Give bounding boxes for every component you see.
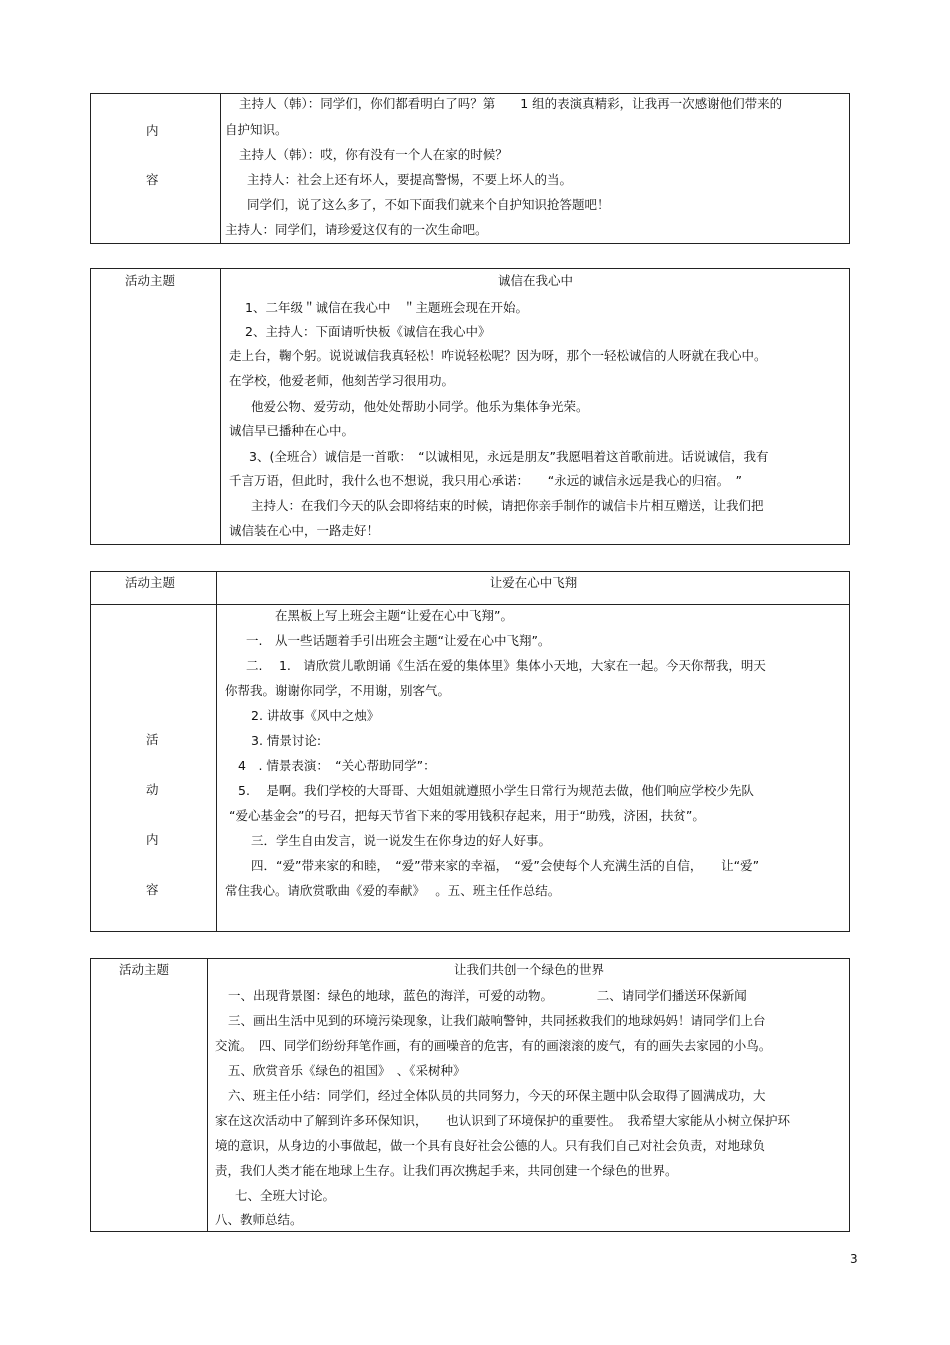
theme-title: 诚信在我心中 [497,273,573,288]
theme-label: 活动主题 [125,273,176,288]
section-4-table [90,958,850,1232]
content-line: 你帮我。谢谢你同学，不用谢，别客气。 [225,683,451,698]
content-line: 诚信早已播种在心中。 [229,423,355,438]
theme-title: 让爱在心中飞翔 [489,575,578,590]
content-line: 主持人：在我们今天的队会即将结束的时候，请把你亲手制作的诚信卡片相互赠送，让我们把 [251,498,764,513]
content-line: 三．学生自由发言，说一说发生在你身边的好人好事。 [251,833,552,848]
content-line: “爱心基金会”的号召，把每天节省下来的零用钱积存起来，用于“助残，济困，扶贫”。 [229,808,705,823]
content-line: 五、欣赏音乐《绿色的祖国》 、《采树种》 [228,1063,466,1078]
content-line: 2、主持人：下面请听快板《诚信在我心中》 [245,324,491,339]
content-line: 二. 1. 请欣赏儿歌朗诵《生活在爱的集体里》集体小天地，大家在一起。今天你帮我，明天 [246,658,766,673]
label-char: 容 [146,172,159,187]
theme-label: 活动主题 [119,962,170,977]
column-divider [207,959,208,1231]
column-divider [220,269,221,544]
content-line: 四．“爱”带来家的和睦， “爱”带来家的幸福， “爱”会使每个人充满生活的自信， 让“爱” [251,858,760,873]
column-divider [220,94,221,243]
content-line: 4 . 情景表演： “关心帮助同学”： [238,758,436,773]
content-line: 责，我们人类才能在地球上生存。让我们再次携起手来，共同创建一个绿色的世界。 [215,1163,678,1178]
section-1-table [90,93,850,244]
content-line: 主持人：同学们，请珍爱这仅有的一次生命吧。 [225,222,488,237]
row-divider [91,604,849,605]
label-char: 动 [146,782,159,797]
content-line: 3、(全班合）诚信是一首歌： “以诚相见，永远是朋友”我愿唱着这首歌前进。话说诚信，我有 [249,449,769,464]
content-line: 在学校，他爱老师，他刻苦学习很用功。 [229,373,455,388]
column-divider [216,572,217,931]
content-line: 主持人：社会上还有坏人，要提高警惕，不要上坏人的当。 [247,172,573,187]
content-line: 家在这次活动中了解到许多环保知识， 也认识到了环境保护的重要性。 我希望大家能从小树立保护环 [215,1113,791,1128]
theme-label: 活动主题 [125,575,176,590]
content-line: 走上台，鞠个躬。说说诚信我真轻松！咋说轻松呢？因为呀，那个一轻松诚信的人呀就在我心中。 [229,348,767,363]
content-line: 1、二年级＂诚信在我心中 ＂主题班会现在开始。 [245,300,528,315]
content-line: 主持人（韩）：同学们，你们都看明白了吗？第 1 组的表演真精彩，让我再一次感谢他们带来的 [239,96,783,111]
content-line: 5. 是啊。我们学校的大哥哥、大姐姐就遵照小学生日常行为规范去做，他们响应学校少先队 [238,783,754,798]
content-line: 六、班主任小结：同学们，经过全体队员的共同努力，今天的环保主题中队会取得了圆满成功，大 [228,1088,766,1103]
content-line: 七、全班大讨论。 [235,1188,336,1203]
page-number: 3 [850,1252,858,1266]
label-char: 内 [146,123,159,138]
section-2-table [90,268,850,545]
content-line: 在黑板上写上班会主题“让爱在心中飞翔”。 [275,608,513,623]
label-char: 活 [146,732,159,747]
content-line: 他爱公物、爱劳动，他处处帮助小同学。他乐为集体争光荣。 [251,399,589,414]
content-line: 境的意识，从身边的小事做起，做一个具有良好社会公德的人。只有我们自己对社会负责，对地球负 [215,1138,766,1153]
content-line: 同学们，说了这么多了，不如下面我们就来个自护知识抢答题吧！ [247,197,610,212]
content-line: 2. 讲故事《风中之烛》 [251,708,380,723]
content-line: 一. 从一些话题着手引出班会主题“让爱在心中飞翔”。 [246,633,551,648]
content-line: 八、教师总结。 [215,1212,303,1227]
label-char: 容 [146,882,159,897]
content-line: 自护知识。 [225,122,288,137]
content-line: 千言万语，但此时，我什么也不想说，我只用心承诺： “永远的诚信永远是我心的归宿。 ” [229,473,742,488]
content-line: 诚信装在心中，一路走好！ [229,523,380,538]
theme-title: 让我们共创一个绿色的世界 [453,962,604,977]
content-line: 常住我心。请欣赏歌曲《爱的奉献》 。五、班主任作总结。 [225,883,561,898]
content-line: 一、出现背景图：绿色的地球，蓝色的海洋，可爱的动物。 二、请同学们播送环保新闻 [228,988,747,1003]
content-line: 3. 情景讨论: [251,733,322,748]
content-line: 三、画出生活中见到的环境污染现象，让我们敲响警钟，共同拯救我们的地球妈妈！请同学们上台 [228,1013,766,1028]
section-3-table [90,571,850,932]
label-char: 内 [146,832,159,847]
content-line: 交流。 四、同学们纷纷拜笔作画，有的画噪音的危害，有的画滚滚的废气，有的画失去家园的小鸟。 [215,1038,772,1053]
content-line: 主持人（韩）：哎，你有没有一个人在家的时候？ [239,147,508,162]
